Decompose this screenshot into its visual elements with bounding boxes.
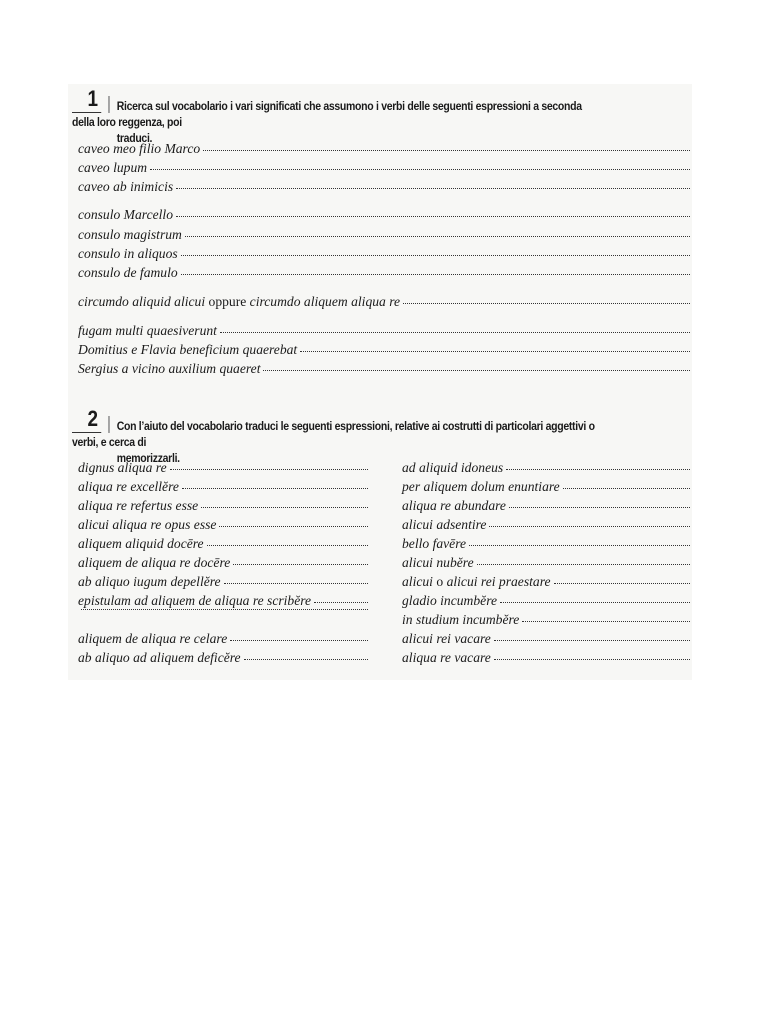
answer-blank[interactable] xyxy=(244,659,368,660)
exercise-1-instruction-text: Ricerca sul vocabolario i vari significati che assumono i verbi delle seguenti espressioni a seconda della loro reggenza, poi xyxy=(72,99,582,129)
exercise-line: alicui nubĕre xyxy=(402,554,690,571)
exercise-line: epistulam ad aliquem de aliqua re scribĕre xyxy=(78,592,368,609)
exercise-number-marker xyxy=(72,86,117,114)
exercise-line: aliqua re abundare xyxy=(402,497,690,514)
answer-blank[interactable] xyxy=(207,545,368,546)
answer-blank[interactable] xyxy=(176,216,690,217)
answer-blank[interactable] xyxy=(509,507,690,508)
answer-blank[interactable] xyxy=(150,169,690,170)
answer-blank[interactable] xyxy=(554,583,690,584)
exercise-line-circumdo: circumdo aliquid alicui oppure circumdo aliquem aliqua re xyxy=(78,293,690,310)
answer-blank[interactable] xyxy=(185,236,690,237)
exercise-2-number: 2 xyxy=(87,406,98,431)
answer-blank[interactable] xyxy=(263,370,690,371)
answer-blank[interactable] xyxy=(170,469,368,470)
exercise-line: alicui rei vacare xyxy=(402,630,690,647)
exercise-line: aliquem de aliqua re docēre xyxy=(78,554,368,571)
exercise-line: consulo de famulo xyxy=(78,264,690,281)
answer-blank[interactable] xyxy=(494,659,690,660)
answer-blank[interactable] xyxy=(489,526,690,527)
answer-blank[interactable] xyxy=(220,332,690,333)
exercise-line: in studium incumbĕre xyxy=(402,611,690,628)
exercise-line: aliqua re refertus esse xyxy=(78,497,368,514)
answer-blank[interactable] xyxy=(181,255,690,256)
exercise-line: caveo ab inimicis xyxy=(78,178,690,195)
exercise-2-instruction-text-cont: memorizzarli. xyxy=(116,451,180,465)
exercise-number-marker xyxy=(72,406,117,434)
answer-blank[interactable] xyxy=(314,602,368,603)
exercise-line: consulo in aliquos xyxy=(78,245,690,262)
exercise-line: Domitius e Flavia beneficium quaerebat xyxy=(78,341,690,358)
exercise-line: bello favēre xyxy=(402,535,690,552)
exercise-line: aliquem aliquid docēre xyxy=(78,535,368,552)
exercise-line: alicui aliqua re opus esse xyxy=(78,516,368,533)
answer-blank[interactable] xyxy=(201,507,368,508)
answer-blank[interactable] xyxy=(403,303,690,304)
exercise-line: fugam multi quaesiverunt xyxy=(78,322,690,339)
answer-blank[interactable] xyxy=(81,609,368,610)
answer-blank[interactable] xyxy=(300,351,690,352)
answer-blank[interactable] xyxy=(477,564,690,565)
exercise-line: aliqua re excellĕre xyxy=(78,478,368,495)
answer-blank[interactable] xyxy=(494,640,690,641)
exercise-line: Sergius a vicino auxilium quaeret xyxy=(78,360,690,377)
exercise-line: gladio incumbĕre xyxy=(402,592,690,609)
answer-blank[interactable] xyxy=(469,545,690,546)
exercise-line xyxy=(78,611,368,612)
answer-blank[interactable] xyxy=(522,621,690,622)
exercise-line: caveo lupum xyxy=(78,159,690,176)
answer-blank[interactable] xyxy=(500,602,690,603)
exercise-1-number: 1 xyxy=(87,86,98,111)
exercise-line: alicui adsentire xyxy=(402,516,690,533)
exercise-line: consulo magistrum xyxy=(78,226,690,243)
exercise-line: ad aliquid idoneus xyxy=(402,459,690,476)
exercise-1-instruction xyxy=(72,86,605,146)
exercise-line: consulo Marcello xyxy=(78,206,690,223)
answer-blank[interactable] xyxy=(563,488,690,489)
answer-blank[interactable] xyxy=(176,188,690,189)
exercise-line: aliquem de aliqua re celare xyxy=(78,630,368,647)
answer-blank[interactable] xyxy=(506,469,690,470)
answer-blank[interactable] xyxy=(233,564,368,565)
exercise-line-praestare: alicui o alicui rei praestare xyxy=(402,573,690,590)
exercise-line: per aliquem dolum enuntiare xyxy=(402,478,690,495)
answer-blank[interactable] xyxy=(230,640,368,641)
exercise-line: dignus aliqua re xyxy=(78,459,368,476)
answer-blank[interactable] xyxy=(181,274,690,275)
answer-blank[interactable] xyxy=(219,526,368,527)
answer-blank[interactable] xyxy=(182,488,368,489)
exercise-2-instruction-text: Con l’aiuto del vocabolario traduci le seguenti espressioni, relative ai costrutti di particolari aggettivi o verbi, e cerca di xyxy=(72,419,595,449)
answer-blank[interactable] xyxy=(224,583,368,584)
exercise-line: aliqua re vacare xyxy=(402,649,690,666)
answer-blank[interactable] xyxy=(203,150,690,151)
exercise-line: ab aliquo ad aliquem deficĕre xyxy=(78,649,368,666)
exercise-line: caveo meo filio Marco xyxy=(78,140,690,157)
exercise-1-instruction-text-cont: traduci. xyxy=(116,131,153,145)
exercise-line: ab aliquo iugum depellĕre xyxy=(78,573,368,590)
